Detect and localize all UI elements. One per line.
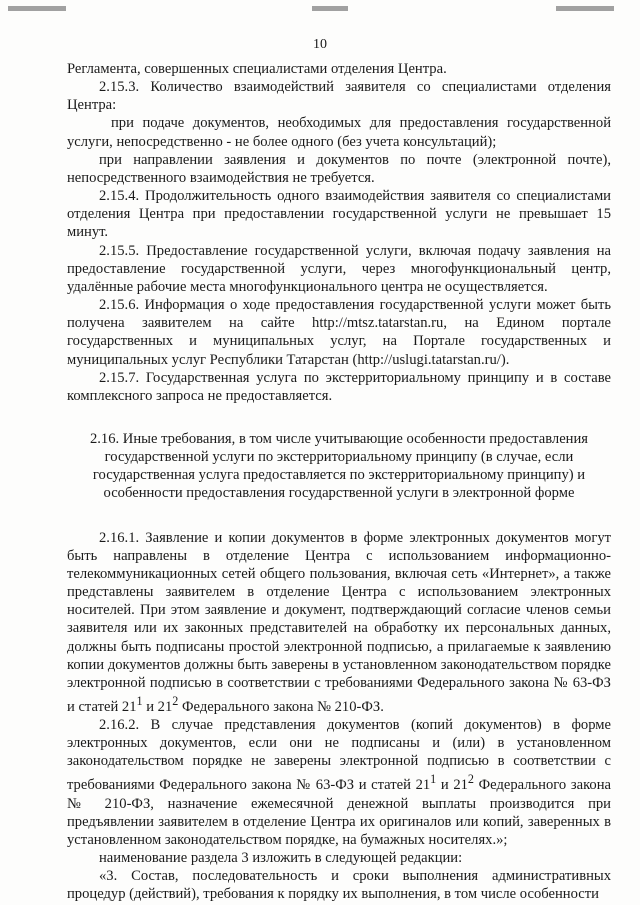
paragraph-continuation: Регламента, совершенных специалистами отделения Центра. [67,61,447,77]
heading-line: особенности предоставления государственной услуги в электронной форме [103,485,575,502]
paragraph-2-15-6: 2.15.6. Информация о ходе предоставления государственной услуги может быть получена заявителем на сайте http://mtsz.tatarstan.ru, на Едином портале государственных и муниципальных услуг, на Портале государственных и муниципальных услуг Республики Татарстан (http://uslugi.tatarstan.ru/). [67,297,611,368]
paragraph-mail: при направлении заявления и документов по почте (электронной почте), непосредственного взаимодействия не требуется. [67,151,611,186]
document-body [67,60,611,903]
heading-line: государственной услуги по экстерриториальному принципу (в случае, если [104,449,574,466]
paragraph-2-16-1: 2.16.1. Заявление и копии документов в форме электронных документов могут быть направлены в отделение Центра с использованием информационно-телекоммуникационных сетей общего пользования, включая сеть «Интернет», а также представлены заявителем в отделение Центра с использованием электронных носителей. При этом заявление и документ, подтверждающий согласие членов семьи заявителя или их законных представителей на обработку их персональных данных, должны быть подписаны простой электронной подписью, а прилагаемые к заявлению копии документов должны быть заверены в установленном законодательством порядке электронной подписью в соответствии с требованиями Федерального закона № 63-ФЗ и статей $21^1$ и $21^2$ Федерального закона № 210-ФЗ. [67,529,611,715]
heading-line: государственная услуга предоставляется по экстерриториальному принципу) и [92,467,586,484]
paragraph-2-15-4: 2.15.4. Продолжительность одного взаимодействия заявителя со специалистами отделения Центра при предоставлении государственной услуги не превышает 15 минут. [67,188,611,241]
section-heading-2-16 [67,430,611,503]
scan-artifact-right [556,6,614,11]
paragraph-submission: при подаче документов, необходимых для предоставления государственной услуги, непосредственно - не более одного (без учета консультаций); [67,115,611,150]
paragraph-2-15-3: 2.15.3. Количество взаимодействий заявителя со специалистами отделения Центра: [67,79,611,114]
paragraph-section-3-title: «3. Состав, последовательность и сроки выполнения административных процедур (действий), требования к порядку их выполнения, в том числе особенности [67,868,611,903]
paragraph-2-15-7: 2.15.7. Государственная услуга по экстерриториальному принципу и в составе комплексного запроса не предоставляется. [67,369,611,404]
scan-artifact-center [312,6,348,11]
scan-artifact-left [8,6,66,11]
paragraph-2-16-2: 2.16.2. В случае представления документов (копий документов) в форме электронных документов, если они не подписаны и (или) в установленном законодательством порядке не заверены электронной подписью в соответствии с требованиями Федерального закона № 63-ФЗ и статей $21^1$ и $21^2$ Федерального закона № 210-ФЗ, назначение ежемесячной денежной выплаты производится при предъявлении заявителем в отделение Центра их оригиналов или копий, заверенных в установленном законодательством порядке, на бумажных носителях.»; [67,717,612,848]
page-number: 10 [313,37,327,52]
paragraph-section-3-intro: наименование раздела 3 изложить в следующей редакции: [99,849,463,866]
heading-line: 2.16. Иные требования, в том числе учитывающие особенности предоставления [89,430,589,447]
paragraph-2-15-5: 2.15.5. Предоставление государственной услуги, включая подачу заявления на предоставление государственной услуги, через многофункциональный центр, удалённые рабочие места многофункционального центра не осуществляется. [67,242,611,295]
